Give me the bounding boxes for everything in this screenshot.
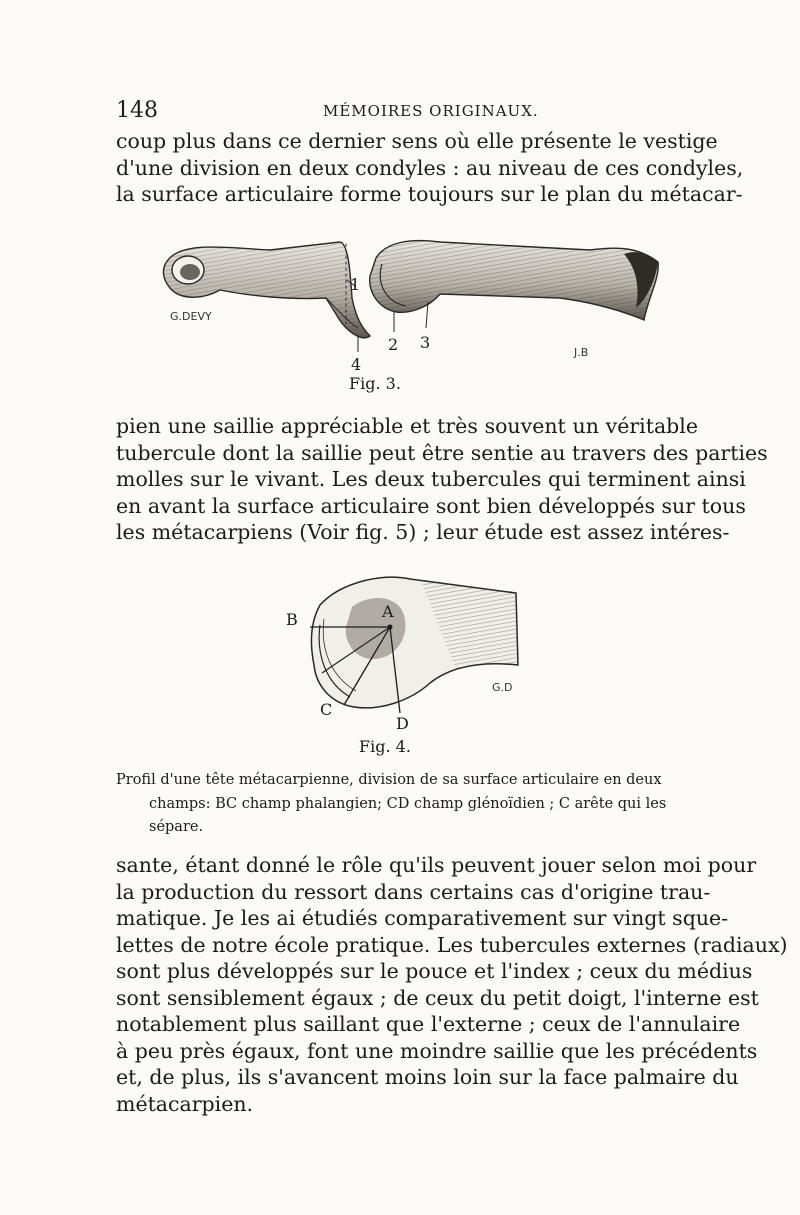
text-line: les métacarpiens (Voir fig. 5) ; leur étude est assez intéres- <box>116 520 730 544</box>
paragraph-1 <box>116 128 744 208</box>
legend-line: champs: BC champ phalangien; CD champ glénoïdien ; C arête qui les <box>149 795 667 812</box>
figure-3-illustration <box>150 228 670 373</box>
text-line: matique. Je les ai étudiés comparativement sur vingt sque- <box>116 906 729 930</box>
text-line: coup plus dans ce dernier sens où elle présente le vestige <box>116 129 718 153</box>
fig3-label-1: 1 <box>350 275 361 294</box>
text-line: pien une saillie appréciable et très souvent un véritable <box>116 414 698 438</box>
figure-4-legend <box>116 769 696 840</box>
phalanx-bone <box>163 242 370 338</box>
fig4-engraver-signature: G.D <box>492 681 513 694</box>
fig3-engraver-signature: G.DEVY <box>170 310 212 323</box>
fig3-label-4: 4 <box>351 355 362 373</box>
page-header <box>116 98 696 124</box>
text-line: et, de plus, ils s'avancent moins loin sur la face palmaire du <box>116 1065 739 1089</box>
text-line: notablement plus saillant que l'externe ; ceux de l'annulaire <box>116 1012 741 1036</box>
text-line: sont sensiblement égaux ; de ceux du petit doigt, l'interne est <box>116 985 759 1010</box>
text-line: la surface articulaire forme toujours sur le plan du métacar- <box>116 182 743 206</box>
text-line: tubercule dont la saillie peut être sentie au travers des parties <box>116 440 768 465</box>
fig4-label-C: C <box>320 700 333 719</box>
figure-4-illustration <box>280 565 550 735</box>
fig3-label-3: 3 <box>420 333 431 352</box>
text-line: d'une division en deux condyles : au niveau de ces condyles, <box>116 155 744 180</box>
figure-3-caption: Fig. 3. <box>349 374 401 393</box>
running-title: MÉMOIRES ORIGINAUX. <box>323 102 539 120</box>
fig3-label-2: 2 <box>388 335 399 354</box>
metacarpal-bone <box>370 241 658 320</box>
fig4-label-D: D <box>396 714 409 733</box>
fig3-artist-signature: J.B <box>574 346 589 359</box>
text-line: métacarpien. <box>116 1091 254 1116</box>
metacarpal-head <box>312 577 518 708</box>
text-line: à peu près égaux, font une moindre saillie que les précédents <box>116 1038 758 1063</box>
text-line: sante, étant donné le rôle qu'ils peuvent jouer selon moi pour <box>116 853 757 877</box>
text-line: en avant la surface articulaire sont bien développés sur tous <box>116 493 746 518</box>
text-line: lettes de notre école pratique. Les tubercules externes (radiaux) <box>116 932 788 957</box>
text-line: sont plus développés sur le pouce et l'index ; ceux du médius <box>116 959 753 983</box>
fig4-label-B: B <box>286 610 298 629</box>
figure-4-caption: Fig. 4. <box>359 737 411 756</box>
fig4-label-A: A <box>382 602 394 621</box>
text-line: la production du ressort dans certains cas d'origine trau- <box>116 879 711 904</box>
paragraph-2 <box>116 413 768 546</box>
paragraph-3 <box>116 852 788 1117</box>
legend-line: sépare. <box>149 819 204 835</box>
legend-line: Profil d'une tête métacarpienne, division de sa surface articulaire en deux <box>116 772 662 788</box>
text-line: molles sur le vivant. Les deux tubercules qui terminent ainsi <box>116 467 746 491</box>
page-number: 148 <box>116 98 158 123</box>
